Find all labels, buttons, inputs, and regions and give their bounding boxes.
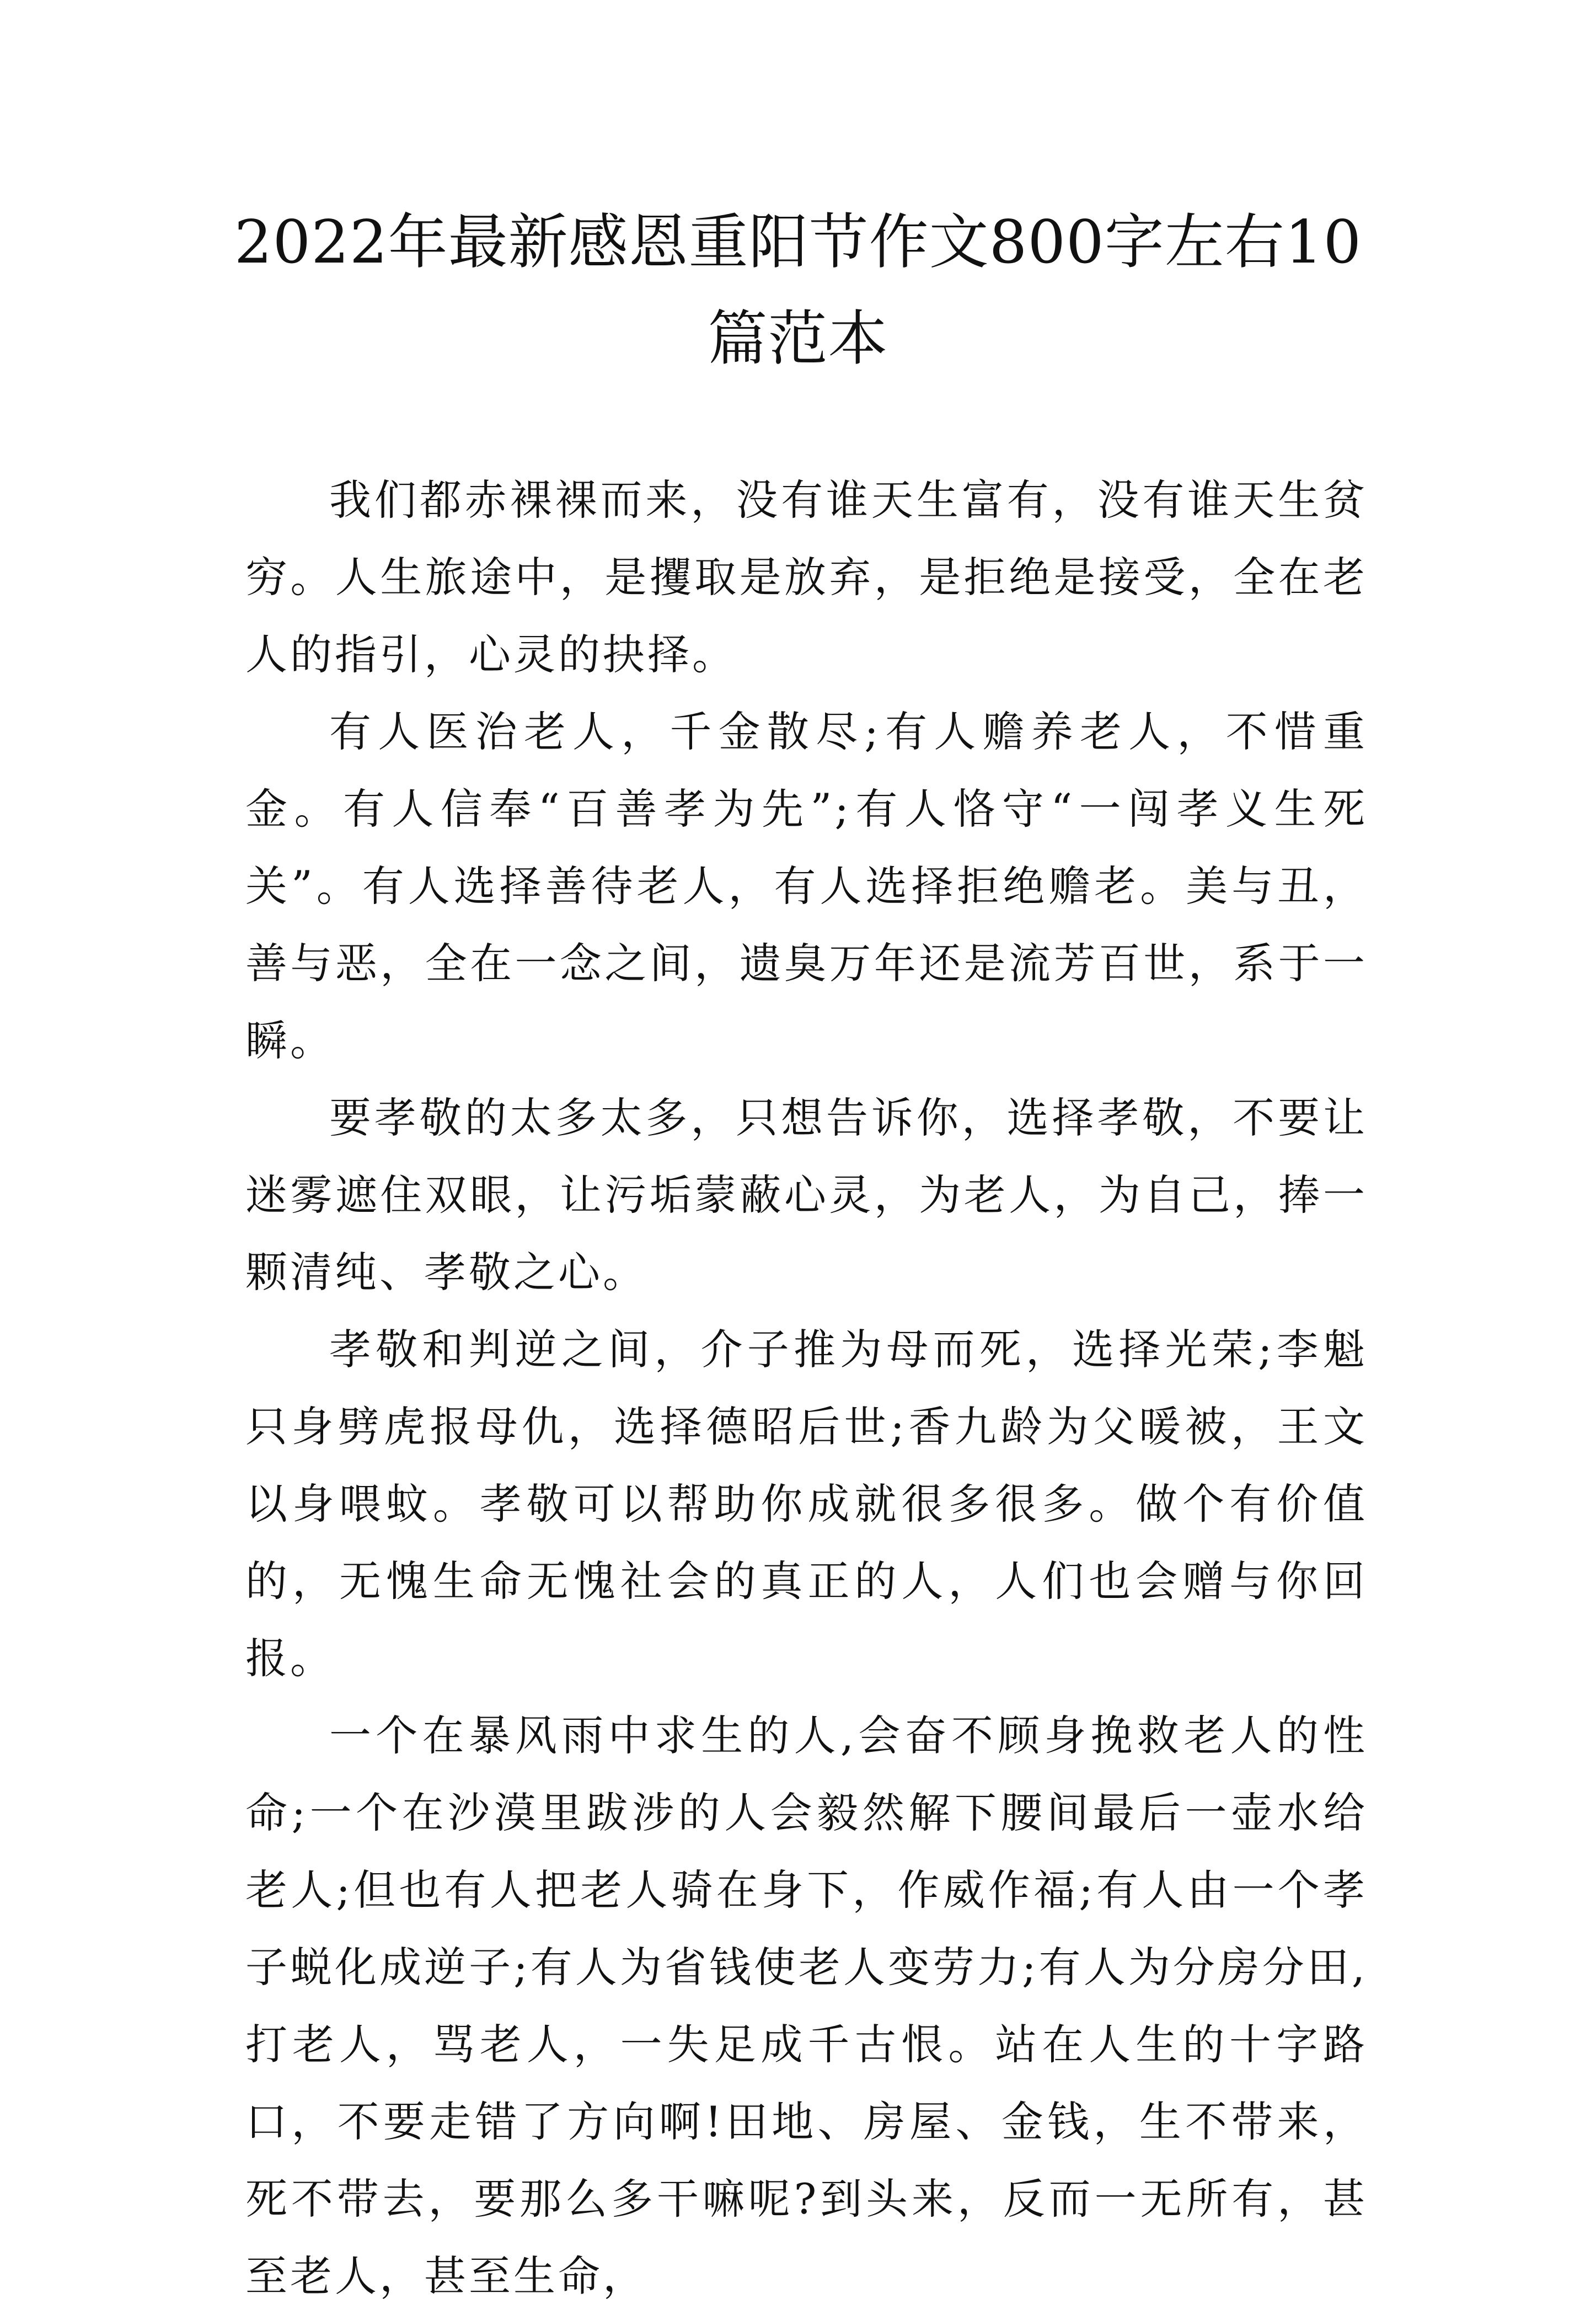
document-title: 2022年最新感恩重阳节作文800字左右10篇范本: [234, 208, 1362, 373]
paragraph-5: 一个在暴风雨中求生的人,会奋不顾身挽救老人的性命;一个在沙漠里跋涉的人会毅然解下腰间最后一壶水给老人;但也有人把老人骑在身下，作威作福;有人由一个孝子蜕化成逆子;有人为省钱使老人变劳力;有人为分房分田,打老人，骂老人，一失足成千古恨。站在人生的十字路口，不要走错了方向啊!田地、房屋、金钱，生不带来，死不带去，要那么多干嘛呢?到头来，反而一无所有，甚至老人，甚至生命，: [245, 1711, 1368, 2301]
document-body: [245, 462, 1368, 2315]
paragraph-2: 有人医治老人，千金散尽;有人赡养老人，不惜重金。有人信奉“百善孝为先”;有人恪守“一闯孝义生死关”。有人选择善待老人，有人选择拒绝赡老。美与丑，善与恶，全在一念之间，遗臭万年还是流芳百世，系于一瞬。: [245, 707, 1368, 1065]
paragraph-1: 我们都赤裸裸而来，没有谁天生富有，没有谁天生贫穷。人生旅途中，是攫取是放弃，是拒绝是接受，全在老人的指引，心灵的抉择。: [245, 475, 1368, 679]
paragraph-3: 要孝敬的太多太多，只想告诉你，选择孝敬，不要让迷雾遮住双眼，让污垢蒙蔽心灵，为老人，为自己，捧一颗清纯、孝敬之心。: [245, 1093, 1368, 1297]
paragraph-4: 孝敬和判逆之间，介子推为母而死，选择光荣;李魁只身劈虎报母仇，选择德昭后世;香九龄为父暖被，王文以身喂蚊。孝敬可以帮助你成就很多很多。做个有价值的，无愧生命无愧社会的真正的人，人们也会赠与你回报。: [245, 1325, 1368, 1683]
